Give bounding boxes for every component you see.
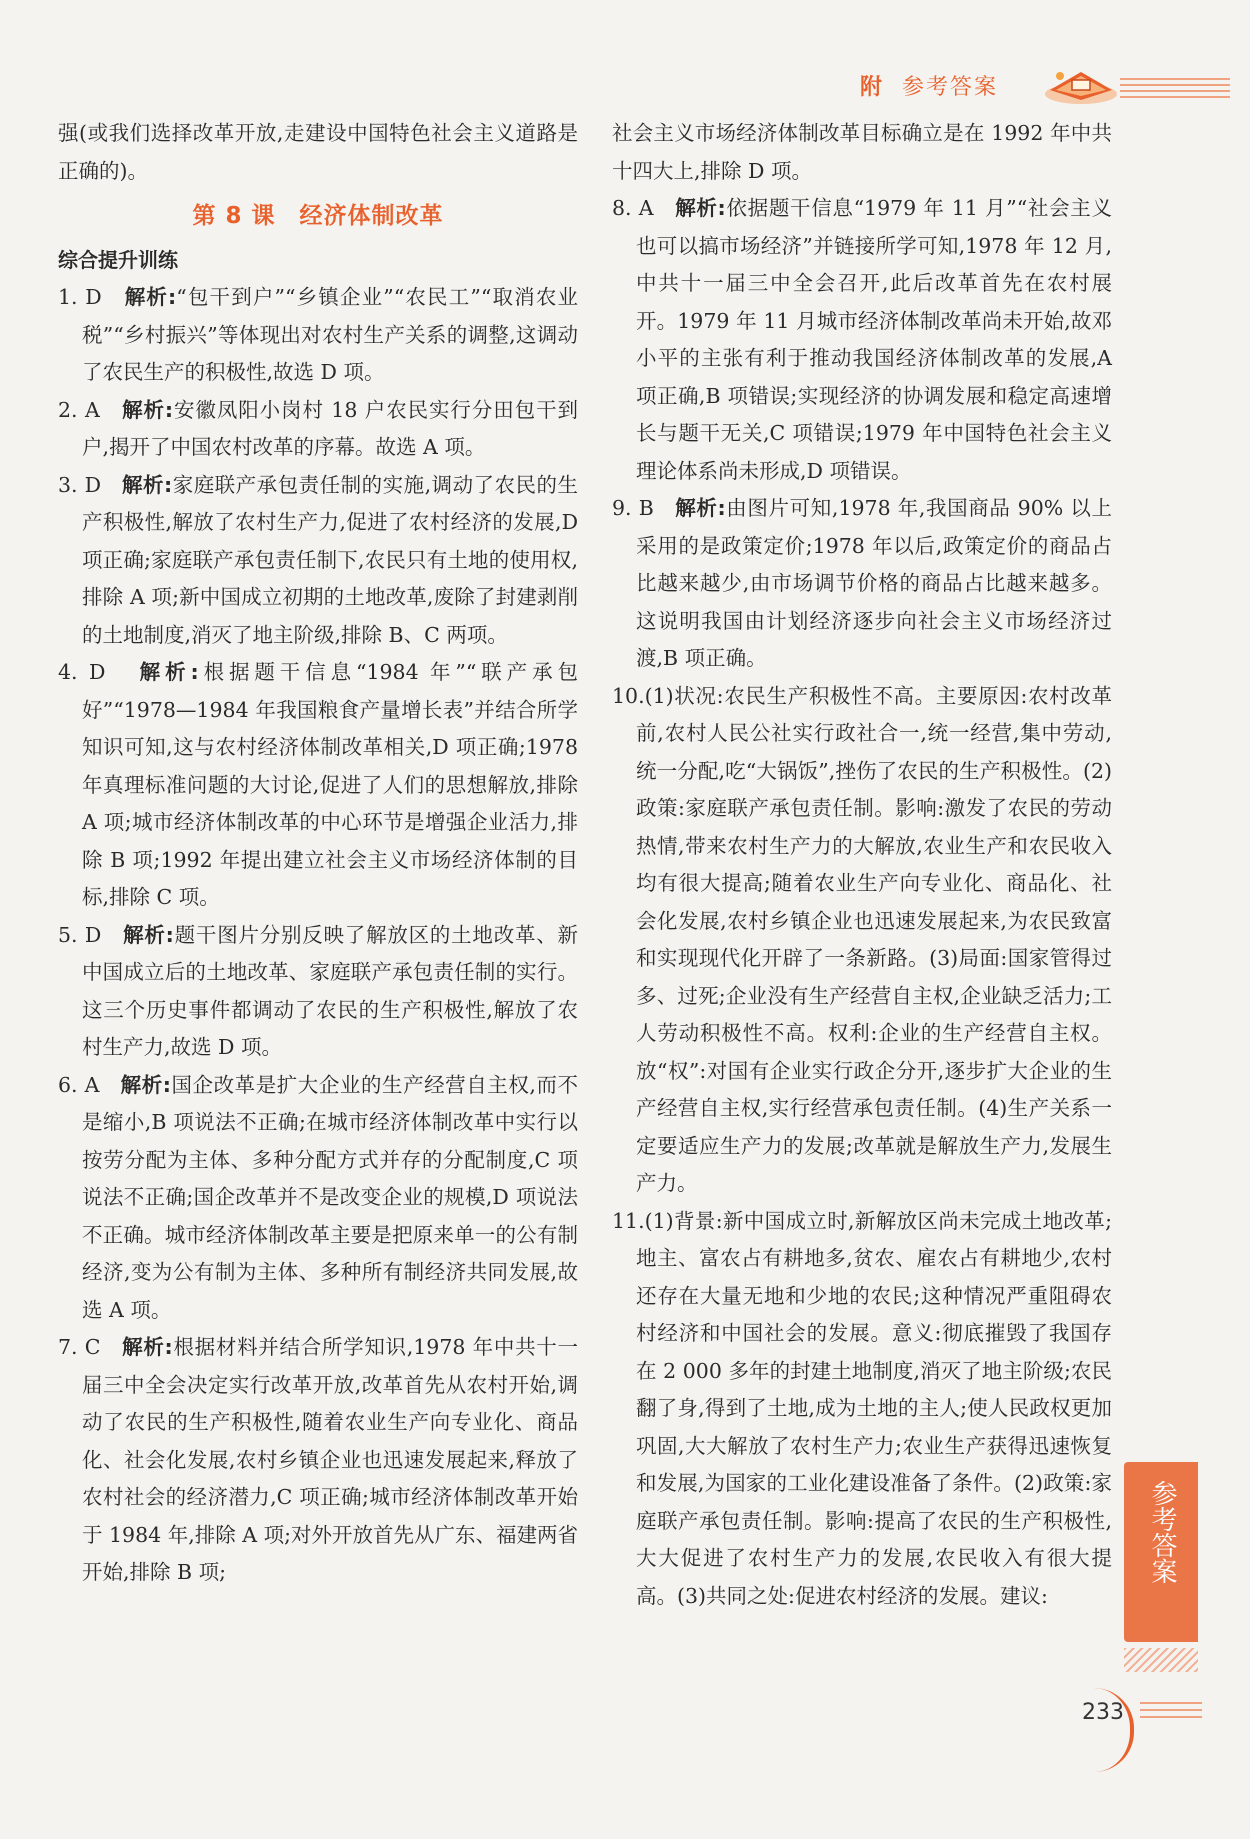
intro-paragraph: 强(或我们选择改革开放,走建设中国特色社会主义道路是正确的)。 (58, 121, 578, 183)
lesson-title: 经济体制改革 (299, 203, 444, 229)
section-heading: 综合提升训练 (58, 247, 178, 272)
answer-item-7: 7. C 解析:根据材料并结合所学知识,1978 年中共十一届三中全会决定实行改革开放,改革首先从农村开始,调动了农民的生产积极性,随着农业生产向专业化、商品化、社会化发展,农村乡镇企业也迅速发展起来,释放了农村社会的经济潜力,C 项正确;城市经济体制改革开始于 1984 年,排除 A 项;对外开放首先从广东、福建两省开始,排除 B 项; (58, 1335, 578, 1584)
answer-item-4: 4. D 解析:根据题干信息“1984 年”“联产承包好”“1978—1984 年我国粮食产量增长表”并结合所学知识可知,这与农村经济体制改革相关,D 项正确;1978 年真理标准问题的大讨论,促进了人们的思想解放,排除 A 项;城市经济体制改革的中心环节是增强企业活力,排除 B 项;1992 年提出建立社会主义市场经济体制的目标,排除 C 项。 (58, 660, 578, 909)
header-decor-lines (1120, 78, 1230, 102)
continued-paragraph: 社会主义市场经济体制改革目标确立是在 1992 年中共十四大上,排除 D 项。 (612, 121, 1112, 183)
lesson-number: 第 8 课 (192, 203, 276, 229)
lesson-heading (58, 198, 578, 236)
header-appendix: 附 (860, 75, 885, 100)
answer-item-8: 8. A 解析:依据题干信息“1979 年 11 月”“社会主义也可以搞市场经济”并链接所学可知,1978 年 12 月,中共十一届三中全会召开,此后改革首先在农村展开。1979 年 11 月城市经济体制改革尚未开始,故邓小平的主张有利于推动我国经济体制改革的发展,A 项正确,B 项错误;实现经济的协调发展和稳定高速增长与题干无关,C 项错误;1979 年中国特色社会主义理论体系尚未形成,D 项错误。 (612, 196, 1112, 483)
answer-item-5: 5. D 解析:题干图片分别反映了解放区的土地改革、新中国成立后的土地改革、家庭联产承包责任制的实行。这三个历史事件都调动了农民的生产积极性,解放了农村生产力,故选 D 项。 (58, 922, 578, 1059)
left-column (58, 115, 578, 1592)
answer-side-tab (1124, 1462, 1198, 1642)
answer-item-6: 6. A 解析:国企改革是扩大企业的生产经营自主权,而不是缩小,B 项说法不正确;在城市经济体制改革中实行以按劳分配为主体、多种分配方式并存的分配制度,C 项说法不正确;国企改革并不是改变企业的规模,D 项说法不正确。城市经济体制改革主要是把原来单一的公有制经济,变为公有制为主体、多种所有制经济共同发展,故选 A 项。 (58, 1072, 578, 1322)
page-number: 233 (1082, 1700, 1124, 1725)
answer-item-11: 11.(1)背景:新中国成立时,新解放区尚未完成土地改革;地主、富农占有耕地多,贫农、雇农占有耕地少,农村还存在大量无地和少地的农民;这种情况严重阻碍农村经济和中国社会的发展。意义:彻底摧毁了我国存在 2 000 多年的封建土地制度,消灭了地主阶级;农民翻了身,得到了土地,成为土地的主人;使人民政权更加巩固,大大解放了农村生产力;农业生产获得迅速恢复和发展,为国家的工业化建设准备了条件。(2)政策:家庭联产承包责任制。影响:提高了农民的生产积极性,大大促进了农村生产力的发展,农民收入有很大提高。(3)共同之处:促进农村经济的发展。建议: (612, 1208, 1112, 1608)
page-number-decor-lines (1140, 1702, 1202, 1723)
side-tab-stripes (1124, 1648, 1198, 1672)
header-title: 参考答案 (902, 75, 999, 100)
answer-item-1: 1. D 解析:“包干到户”“乡镇企业”“农民工”“取消农业税”“乡村振兴”等体现出对农村生产关系的调整,这调动了农民生产的积极性,故选 D 项。 (58, 285, 578, 384)
answer-item-3: 3. D 解析:家庭联产承包责任制的实施,调动了农民的生产积极性,解放了农村生产力,促进了农村经济的发展,D 项正确;家庭联产承包责任制下,农民只有土地的使用权,排除 A 项;新中国成立初期的土地改革,废除了封建剥削的土地制度,消灭了地主阶级,排除 B、C 两项。 (58, 472, 579, 647)
side-tab-label: 参考答案 (1147, 1480, 1177, 1584)
answer-item-2: 2. A 解析:安徽凤阳小岗村 18 户农民实行分田包干到户,揭开了中国农村改革的序幕。故选 A 项。 (58, 397, 578, 459)
answer-item-9: 9. B 解析:由图片可知,1978 年,我国商品 90% 以上采用的是政策定价;1978 年以后,政策定价的商品占比越来越少,由市场调节价格的商品占比越来越多。这说明我国由计划经济逐步向社会主义市场经济过渡,B 项正确。 (612, 496, 1112, 670)
book-stack-icon (1040, 64, 1122, 106)
header-label (860, 70, 998, 101)
right-column (612, 115, 1112, 1615)
answer-item-10: 10.(1)状况:农民生产积极性不高。主要原因:农村改革前,农村人民公社实行政社合一,统一经营,集中劳动,统一分配,吃“大锅饭”,挫伤了农民的生产积极性。(2)政策:家庭联产承包责任制。影响:激发了农民的劳动热情,带来农村生产力的大解放,农业生产和农民收入均有很大提高;随着农业生产向专业化、商品化、社会化发展,农村乡镇企业也迅速发展起来,为农民致富和实现现代化开辟了一条新路。(3)局面:国家管得过多、过死;企业没有生产经营自主权,企业缺乏活力;工人劳动积极性不高。权利:企业的生产经营自主权。放“权”:对国有企业实行政企分开,逐步扩大企业的生产经营自主权,实行经营承包责任制。(4)生产关系一定要适应生产力的发展;改革就是解放生产力,发展生产力。 (612, 683, 1112, 1195)
